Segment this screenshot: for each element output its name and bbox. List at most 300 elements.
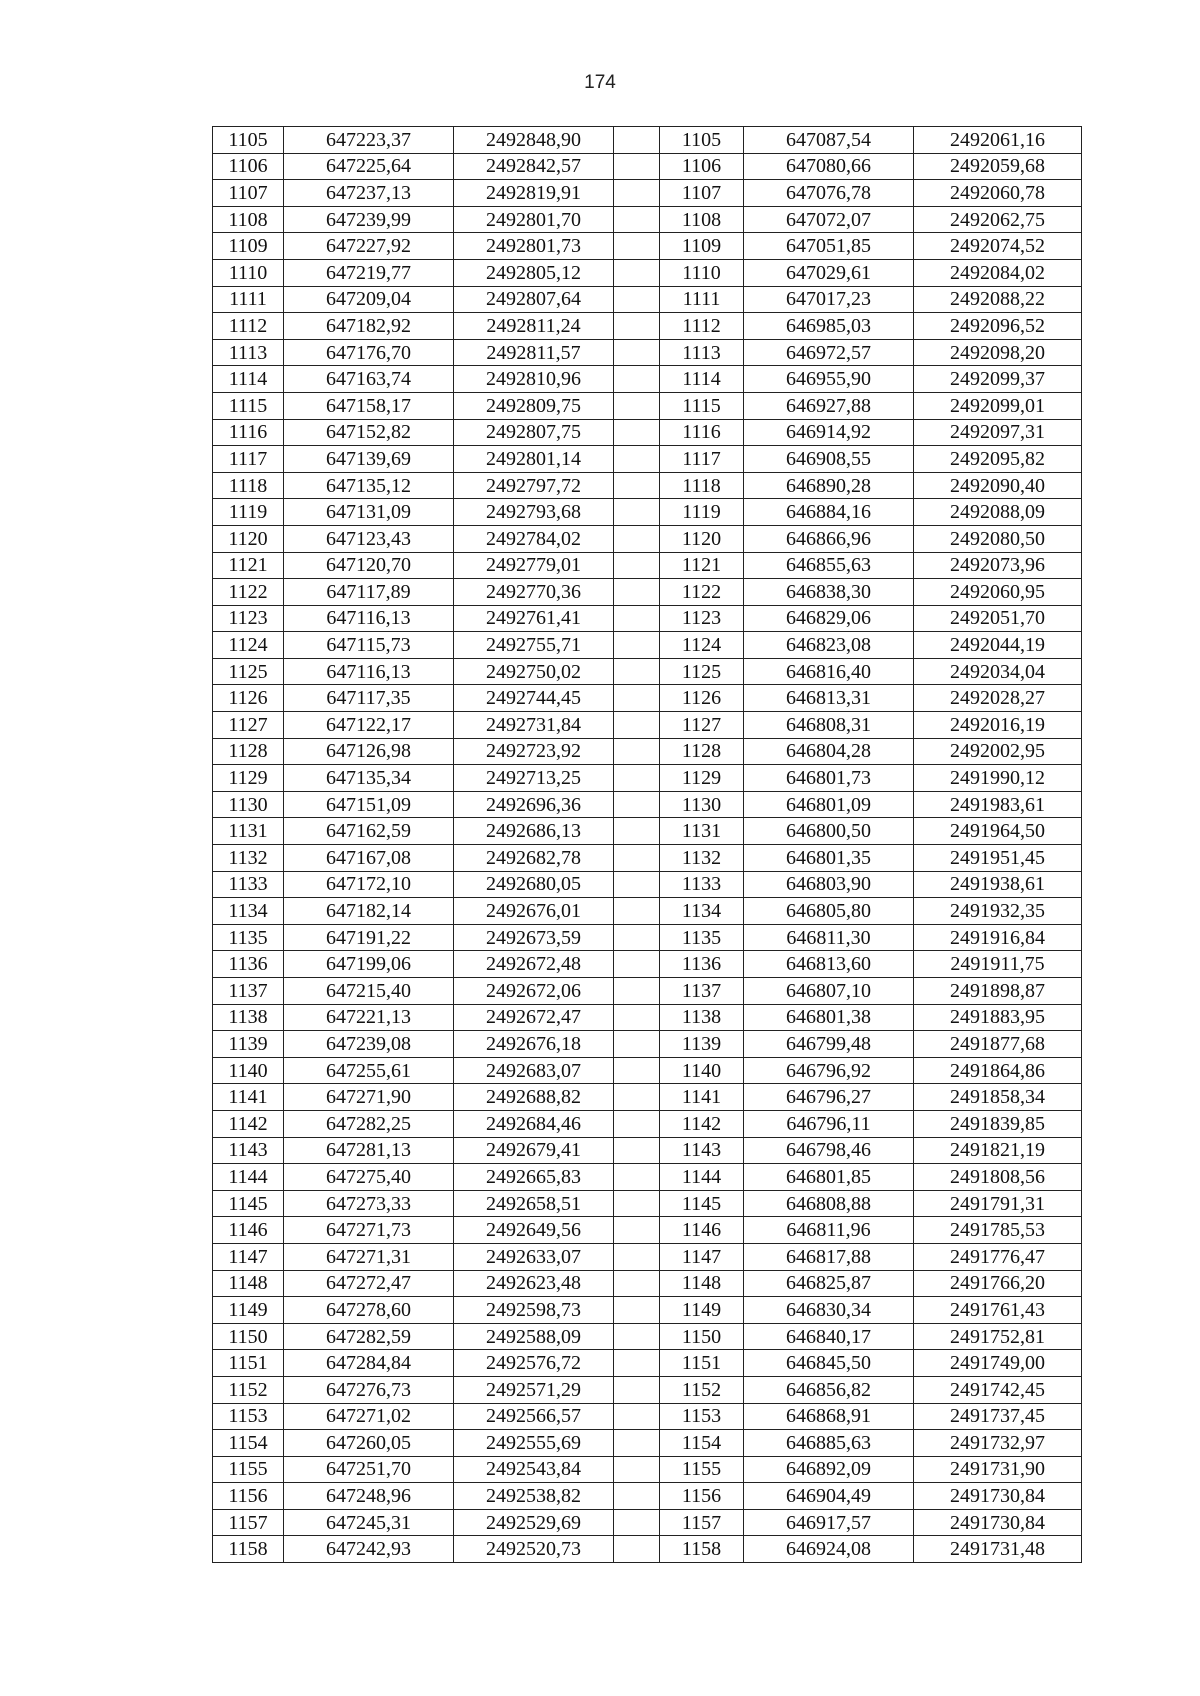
point-number-right: 1145 bbox=[660, 1190, 744, 1217]
y-coordinate-right: 2492088,09 bbox=[914, 499, 1082, 526]
y-coordinate-right: 2491898,87 bbox=[914, 978, 1082, 1005]
y-coordinate-right: 2492002,95 bbox=[914, 738, 1082, 765]
y-coordinate-left: 2492688,82 bbox=[454, 1084, 614, 1111]
x-coordinate-left: 647151,09 bbox=[284, 791, 454, 818]
empty-separator-cell bbox=[614, 1376, 660, 1403]
y-coordinate-left: 2492819,91 bbox=[454, 180, 614, 207]
point-number-left: 1125 bbox=[213, 658, 284, 685]
x-coordinate-right: 646807,10 bbox=[744, 978, 914, 1005]
point-number-right: 1126 bbox=[660, 685, 744, 712]
point-number-right: 1143 bbox=[660, 1137, 744, 1164]
x-coordinate-right: 646813,60 bbox=[744, 951, 914, 978]
y-coordinate-left: 2492731,84 bbox=[454, 712, 614, 739]
y-coordinate-left: 2492755,71 bbox=[454, 632, 614, 659]
y-coordinate-right: 2491808,56 bbox=[914, 1164, 1082, 1191]
table-row bbox=[213, 738, 1082, 765]
empty-separator-cell bbox=[614, 845, 660, 872]
empty-separator-cell bbox=[614, 1323, 660, 1350]
y-coordinate-right: 2491730,84 bbox=[914, 1483, 1082, 1510]
point-number-right: 1139 bbox=[660, 1031, 744, 1058]
x-coordinate-right: 646817,88 bbox=[744, 1243, 914, 1270]
x-coordinate-left: 647237,13 bbox=[284, 180, 454, 207]
point-number-left: 1118 bbox=[213, 472, 284, 499]
x-coordinate-right: 646825,87 bbox=[744, 1270, 914, 1297]
point-number-left: 1145 bbox=[213, 1190, 284, 1217]
y-coordinate-right: 2492098,20 bbox=[914, 339, 1082, 366]
x-coordinate-left: 647116,13 bbox=[284, 605, 454, 632]
point-number-left: 1108 bbox=[213, 206, 284, 233]
table-row bbox=[213, 1483, 1082, 1510]
point-number-right: 1113 bbox=[660, 339, 744, 366]
x-coordinate-left: 647120,70 bbox=[284, 552, 454, 579]
point-number-right: 1140 bbox=[660, 1057, 744, 1084]
empty-separator-cell bbox=[614, 1270, 660, 1297]
empty-separator-cell bbox=[614, 738, 660, 765]
y-coordinate-right: 2491864,86 bbox=[914, 1057, 1082, 1084]
y-coordinate-right: 2491916,84 bbox=[914, 924, 1082, 951]
y-coordinate-left: 2492744,45 bbox=[454, 685, 614, 712]
point-number-right: 1121 bbox=[660, 552, 744, 579]
empty-separator-cell bbox=[614, 605, 660, 632]
point-number-left: 1124 bbox=[213, 632, 284, 659]
x-coordinate-right: 646796,11 bbox=[744, 1110, 914, 1137]
y-coordinate-right: 2491911,75 bbox=[914, 951, 1082, 978]
x-coordinate-left: 647182,92 bbox=[284, 313, 454, 340]
x-coordinate-right: 647080,66 bbox=[744, 153, 914, 180]
empty-separator-cell bbox=[614, 818, 660, 845]
point-number-left: 1107 bbox=[213, 180, 284, 207]
x-coordinate-right: 646845,50 bbox=[744, 1350, 914, 1377]
y-coordinate-right: 2491730,84 bbox=[914, 1509, 1082, 1536]
y-coordinate-right: 2491731,90 bbox=[914, 1456, 1082, 1483]
y-coordinate-right: 2491877,68 bbox=[914, 1031, 1082, 1058]
empty-separator-cell bbox=[614, 1110, 660, 1137]
y-coordinate-left: 2492658,51 bbox=[454, 1190, 614, 1217]
point-number-left: 1137 bbox=[213, 978, 284, 1005]
point-number-left: 1117 bbox=[213, 446, 284, 473]
y-coordinate-left: 2492679,41 bbox=[454, 1137, 614, 1164]
x-coordinate-left: 647271,73 bbox=[284, 1217, 454, 1244]
x-coordinate-right: 646799,48 bbox=[744, 1031, 914, 1058]
table-row bbox=[213, 1137, 1082, 1164]
empty-separator-cell bbox=[614, 419, 660, 446]
y-coordinate-right: 2492028,27 bbox=[914, 685, 1082, 712]
empty-separator-cell bbox=[614, 658, 660, 685]
point-number-left: 1147 bbox=[213, 1243, 284, 1270]
empty-separator-cell bbox=[614, 1137, 660, 1164]
point-number-left: 1151 bbox=[213, 1350, 284, 1377]
x-coordinate-right: 646830,34 bbox=[744, 1297, 914, 1324]
y-coordinate-right: 2491752,81 bbox=[914, 1323, 1082, 1350]
table-row bbox=[213, 924, 1082, 951]
point-number-left: 1142 bbox=[213, 1110, 284, 1137]
x-coordinate-left: 647227,92 bbox=[284, 233, 454, 260]
y-coordinate-right: 2492074,52 bbox=[914, 233, 1082, 260]
y-coordinate-left: 2492623,48 bbox=[454, 1270, 614, 1297]
point-number-right: 1115 bbox=[660, 392, 744, 419]
table-row bbox=[213, 978, 1082, 1005]
empty-separator-cell bbox=[614, 286, 660, 313]
point-number-left: 1131 bbox=[213, 818, 284, 845]
point-number-left: 1153 bbox=[213, 1403, 284, 1430]
point-number-left: 1140 bbox=[213, 1057, 284, 1084]
point-number-left: 1123 bbox=[213, 605, 284, 632]
point-number-left: 1152 bbox=[213, 1376, 284, 1403]
y-coordinate-right: 2491742,45 bbox=[914, 1376, 1082, 1403]
point-number-right: 1153 bbox=[660, 1403, 744, 1430]
point-number-right: 1146 bbox=[660, 1217, 744, 1244]
table-row bbox=[213, 339, 1082, 366]
y-coordinate-right: 2491766,20 bbox=[914, 1270, 1082, 1297]
empty-separator-cell bbox=[614, 1243, 660, 1270]
empty-separator-cell bbox=[614, 579, 660, 606]
table-row bbox=[213, 632, 1082, 659]
table-row bbox=[213, 818, 1082, 845]
empty-separator-cell bbox=[614, 339, 660, 366]
point-number-left: 1128 bbox=[213, 738, 284, 765]
empty-separator-cell bbox=[614, 1456, 660, 1483]
x-coordinate-right: 646955,90 bbox=[744, 366, 914, 393]
point-number-right: 1130 bbox=[660, 791, 744, 818]
point-number-right: 1120 bbox=[660, 525, 744, 552]
y-coordinate-left: 2492686,13 bbox=[454, 818, 614, 845]
empty-separator-cell bbox=[614, 685, 660, 712]
table-row bbox=[213, 1456, 1082, 1483]
point-number-right: 1132 bbox=[660, 845, 744, 872]
y-coordinate-left: 2492543,84 bbox=[454, 1456, 614, 1483]
x-coordinate-left: 647191,22 bbox=[284, 924, 454, 951]
point-number-right: 1107 bbox=[660, 180, 744, 207]
y-coordinate-left: 2492696,36 bbox=[454, 791, 614, 818]
point-number-right: 1127 bbox=[660, 712, 744, 739]
point-number-left: 1146 bbox=[213, 1217, 284, 1244]
y-coordinate-left: 2492673,59 bbox=[454, 924, 614, 951]
x-coordinate-right: 647087,54 bbox=[744, 127, 914, 154]
empty-separator-cell bbox=[614, 712, 660, 739]
x-coordinate-right: 646890,28 bbox=[744, 472, 914, 499]
y-coordinate-left: 2492672,47 bbox=[454, 1004, 614, 1031]
table-row bbox=[213, 1376, 1082, 1403]
empty-separator-cell bbox=[614, 472, 660, 499]
x-coordinate-left: 647158,17 bbox=[284, 392, 454, 419]
point-number-right: 1142 bbox=[660, 1110, 744, 1137]
point-number-right: 1112 bbox=[660, 313, 744, 340]
table-row bbox=[213, 1323, 1082, 1350]
x-coordinate-left: 647139,69 bbox=[284, 446, 454, 473]
point-number-right: 1157 bbox=[660, 1509, 744, 1536]
point-number-left: 1139 bbox=[213, 1031, 284, 1058]
table-row bbox=[213, 951, 1082, 978]
x-coordinate-right: 646972,57 bbox=[744, 339, 914, 366]
point-number-left: 1155 bbox=[213, 1456, 284, 1483]
x-coordinate-left: 647167,08 bbox=[284, 845, 454, 872]
empty-separator-cell bbox=[614, 499, 660, 526]
x-coordinate-left: 647225,64 bbox=[284, 153, 454, 180]
table-row bbox=[213, 1350, 1082, 1377]
x-coordinate-right: 646801,35 bbox=[744, 845, 914, 872]
empty-separator-cell bbox=[614, 924, 660, 951]
point-number-right: 1150 bbox=[660, 1323, 744, 1350]
point-number-right: 1106 bbox=[660, 153, 744, 180]
table-row bbox=[213, 1536, 1082, 1563]
empty-separator-cell bbox=[614, 525, 660, 552]
table-row bbox=[213, 605, 1082, 632]
table-row bbox=[213, 392, 1082, 419]
y-coordinate-left: 2492723,92 bbox=[454, 738, 614, 765]
y-coordinate-right: 2492034,04 bbox=[914, 658, 1082, 685]
x-coordinate-left: 647276,73 bbox=[284, 1376, 454, 1403]
x-coordinate-right: 646885,63 bbox=[744, 1430, 914, 1457]
y-coordinate-left: 2492810,96 bbox=[454, 366, 614, 393]
x-coordinate-right: 646808,31 bbox=[744, 712, 914, 739]
x-coordinate-left: 647215,40 bbox=[284, 978, 454, 1005]
x-coordinate-left: 647239,08 bbox=[284, 1031, 454, 1058]
y-coordinate-left: 2492770,36 bbox=[454, 579, 614, 606]
y-coordinate-right: 2491791,31 bbox=[914, 1190, 1082, 1217]
x-coordinate-right: 647051,85 bbox=[744, 233, 914, 260]
page-number: 174 bbox=[584, 72, 616, 93]
empty-separator-cell bbox=[614, 1004, 660, 1031]
x-coordinate-left: 647239,99 bbox=[284, 206, 454, 233]
point-number-right: 1125 bbox=[660, 658, 744, 685]
table-row bbox=[213, 1243, 1082, 1270]
x-coordinate-right: 646808,88 bbox=[744, 1190, 914, 1217]
point-number-left: 1116 bbox=[213, 419, 284, 446]
y-coordinate-left: 2492676,01 bbox=[454, 898, 614, 925]
x-coordinate-left: 647116,13 bbox=[284, 658, 454, 685]
point-number-right: 1110 bbox=[660, 259, 744, 286]
y-coordinate-left: 2492672,48 bbox=[454, 951, 614, 978]
point-number-right: 1155 bbox=[660, 1456, 744, 1483]
x-coordinate-left: 647117,35 bbox=[284, 685, 454, 712]
empty-separator-cell bbox=[614, 153, 660, 180]
y-coordinate-right: 2491737,45 bbox=[914, 1403, 1082, 1430]
x-coordinate-right: 647076,78 bbox=[744, 180, 914, 207]
empty-separator-cell bbox=[614, 1297, 660, 1324]
empty-separator-cell bbox=[614, 127, 660, 154]
y-coordinate-right: 2491883,95 bbox=[914, 1004, 1082, 1031]
y-coordinate-right: 2492051,70 bbox=[914, 605, 1082, 632]
x-coordinate-right: 646927,88 bbox=[744, 392, 914, 419]
y-coordinate-right: 2492061,16 bbox=[914, 127, 1082, 154]
point-number-left: 1106 bbox=[213, 153, 284, 180]
y-coordinate-left: 2492682,78 bbox=[454, 845, 614, 872]
x-coordinate-right: 646868,91 bbox=[744, 1403, 914, 1430]
point-number-left: 1149 bbox=[213, 1297, 284, 1324]
point-number-right: 1137 bbox=[660, 978, 744, 1005]
empty-separator-cell bbox=[614, 871, 660, 898]
x-coordinate-left: 647131,09 bbox=[284, 499, 454, 526]
point-number-left: 1156 bbox=[213, 1483, 284, 1510]
x-coordinate-left: 647162,59 bbox=[284, 818, 454, 845]
empty-separator-cell bbox=[614, 1350, 660, 1377]
point-number-left: 1143 bbox=[213, 1137, 284, 1164]
x-coordinate-right: 646816,40 bbox=[744, 658, 914, 685]
table-row bbox=[213, 366, 1082, 393]
y-coordinate-left: 2492848,90 bbox=[454, 127, 614, 154]
point-number-right: 1156 bbox=[660, 1483, 744, 1510]
y-coordinate-left: 2492633,07 bbox=[454, 1243, 614, 1270]
y-coordinate-left: 2492576,72 bbox=[454, 1350, 614, 1377]
point-number-left: 1132 bbox=[213, 845, 284, 872]
empty-separator-cell bbox=[614, 1217, 660, 1244]
x-coordinate-left: 647199,06 bbox=[284, 951, 454, 978]
x-coordinate-left: 647223,37 bbox=[284, 127, 454, 154]
point-number-right: 1133 bbox=[660, 871, 744, 898]
x-coordinate-right: 646855,63 bbox=[744, 552, 914, 579]
x-coordinate-right: 646838,30 bbox=[744, 579, 914, 606]
point-number-left: 1130 bbox=[213, 791, 284, 818]
point-number-right: 1129 bbox=[660, 765, 744, 792]
point-number-left: 1109 bbox=[213, 233, 284, 260]
table-row bbox=[213, 1164, 1082, 1191]
x-coordinate-right: 647029,61 bbox=[744, 259, 914, 286]
table-row bbox=[213, 712, 1082, 739]
y-coordinate-right: 2491761,43 bbox=[914, 1297, 1082, 1324]
table-row bbox=[213, 1004, 1082, 1031]
table-row bbox=[213, 898, 1082, 925]
empty-separator-cell bbox=[614, 1164, 660, 1191]
x-coordinate-left: 647115,73 bbox=[284, 632, 454, 659]
x-coordinate-left: 647242,93 bbox=[284, 1536, 454, 1563]
table-row bbox=[213, 127, 1082, 154]
y-coordinate-left: 2492784,02 bbox=[454, 525, 614, 552]
y-coordinate-right: 2492084,02 bbox=[914, 259, 1082, 286]
empty-separator-cell bbox=[614, 1403, 660, 1430]
x-coordinate-left: 647126,98 bbox=[284, 738, 454, 765]
empty-separator-cell bbox=[614, 1509, 660, 1536]
y-coordinate-right: 2492096,52 bbox=[914, 313, 1082, 340]
coordinates-table bbox=[212, 126, 1082, 1563]
table-row bbox=[213, 685, 1082, 712]
y-coordinate-left: 2492529,69 bbox=[454, 1509, 614, 1536]
point-number-right: 1119 bbox=[660, 499, 744, 526]
table-row bbox=[213, 1190, 1082, 1217]
point-number-right: 1117 bbox=[660, 446, 744, 473]
y-coordinate-right: 2491785,53 bbox=[914, 1217, 1082, 1244]
empty-separator-cell bbox=[614, 366, 660, 393]
y-coordinate-right: 2492060,78 bbox=[914, 180, 1082, 207]
y-coordinate-left: 2492761,41 bbox=[454, 605, 614, 632]
empty-separator-cell bbox=[614, 392, 660, 419]
y-coordinate-right: 2492090,40 bbox=[914, 472, 1082, 499]
y-coordinate-left: 2492680,05 bbox=[454, 871, 614, 898]
point-number-right: 1149 bbox=[660, 1297, 744, 1324]
x-coordinate-left: 647172,10 bbox=[284, 871, 454, 898]
x-coordinate-left: 647281,13 bbox=[284, 1137, 454, 1164]
y-coordinate-right: 2491964,50 bbox=[914, 818, 1082, 845]
y-coordinate-right: 2491932,35 bbox=[914, 898, 1082, 925]
table-row bbox=[213, 419, 1082, 446]
table-row bbox=[213, 552, 1082, 579]
x-coordinate-left: 647273,33 bbox=[284, 1190, 454, 1217]
y-coordinate-right: 2491731,48 bbox=[914, 1536, 1082, 1563]
y-coordinate-left: 2492555,69 bbox=[454, 1430, 614, 1457]
point-number-left: 1110 bbox=[213, 259, 284, 286]
y-coordinate-left: 2492805,12 bbox=[454, 259, 614, 286]
y-coordinate-right: 2491749,00 bbox=[914, 1350, 1082, 1377]
empty-separator-cell bbox=[614, 632, 660, 659]
y-coordinate-left: 2492571,29 bbox=[454, 1376, 614, 1403]
table-row bbox=[213, 525, 1082, 552]
y-coordinate-left: 2492801,73 bbox=[454, 233, 614, 260]
y-coordinate-right: 2492044,19 bbox=[914, 632, 1082, 659]
point-number-right: 1109 bbox=[660, 233, 744, 260]
x-coordinate-left: 647284,84 bbox=[284, 1350, 454, 1377]
point-number-left: 1133 bbox=[213, 871, 284, 898]
x-coordinate-right: 646801,09 bbox=[744, 791, 914, 818]
point-number-right: 1116 bbox=[660, 419, 744, 446]
point-number-left: 1115 bbox=[213, 392, 284, 419]
x-coordinate-right: 646801,73 bbox=[744, 765, 914, 792]
point-number-right: 1148 bbox=[660, 1270, 744, 1297]
table-row bbox=[213, 1057, 1082, 1084]
point-number-left: 1134 bbox=[213, 898, 284, 925]
x-coordinate-right: 646796,27 bbox=[744, 1084, 914, 1111]
point-number-right: 1111 bbox=[660, 286, 744, 313]
x-coordinate-right: 646801,85 bbox=[744, 1164, 914, 1191]
y-coordinate-left: 2492683,07 bbox=[454, 1057, 614, 1084]
table-row bbox=[213, 845, 1082, 872]
y-coordinate-left: 2492538,82 bbox=[454, 1483, 614, 1510]
y-coordinate-left: 2492750,02 bbox=[454, 658, 614, 685]
point-number-left: 1113 bbox=[213, 339, 284, 366]
empty-separator-cell bbox=[614, 446, 660, 473]
empty-separator-cell bbox=[614, 233, 660, 260]
empty-separator-cell bbox=[614, 978, 660, 1005]
x-coordinate-right: 646811,96 bbox=[744, 1217, 914, 1244]
table-row bbox=[213, 206, 1082, 233]
y-coordinate-left: 2492566,57 bbox=[454, 1403, 614, 1430]
point-number-left: 1105 bbox=[213, 127, 284, 154]
table-row bbox=[213, 1110, 1082, 1137]
x-coordinate-right: 646813,31 bbox=[744, 685, 914, 712]
x-coordinate-left: 647135,12 bbox=[284, 472, 454, 499]
table-row bbox=[213, 1031, 1082, 1058]
x-coordinate-right: 646796,92 bbox=[744, 1057, 914, 1084]
y-coordinate-left: 2492598,73 bbox=[454, 1297, 614, 1324]
empty-separator-cell bbox=[614, 1084, 660, 1111]
empty-separator-cell bbox=[614, 1430, 660, 1457]
x-coordinate-left: 647152,82 bbox=[284, 419, 454, 446]
y-coordinate-left: 2492811,24 bbox=[454, 313, 614, 340]
point-number-left: 1126 bbox=[213, 685, 284, 712]
x-coordinate-right: 646904,49 bbox=[744, 1483, 914, 1510]
y-coordinate-right: 2492080,50 bbox=[914, 525, 1082, 552]
point-number-right: 1152 bbox=[660, 1376, 744, 1403]
x-coordinate-left: 647272,47 bbox=[284, 1270, 454, 1297]
x-coordinate-left: 647251,70 bbox=[284, 1456, 454, 1483]
empty-separator-cell bbox=[614, 180, 660, 207]
point-number-left: 1148 bbox=[213, 1270, 284, 1297]
point-number-right: 1128 bbox=[660, 738, 744, 765]
x-coordinate-left: 647248,96 bbox=[284, 1483, 454, 1510]
y-coordinate-left: 2492520,73 bbox=[454, 1536, 614, 1563]
y-coordinate-right: 2492097,31 bbox=[914, 419, 1082, 446]
x-coordinate-right: 646801,38 bbox=[744, 1004, 914, 1031]
x-coordinate-right: 646924,08 bbox=[744, 1536, 914, 1563]
x-coordinate-right: 646985,03 bbox=[744, 313, 914, 340]
point-number-left: 1120 bbox=[213, 525, 284, 552]
point-number-left: 1121 bbox=[213, 552, 284, 579]
y-coordinate-right: 2491983,61 bbox=[914, 791, 1082, 818]
x-coordinate-right: 646811,30 bbox=[744, 924, 914, 951]
y-coordinate-right: 2491821,19 bbox=[914, 1137, 1082, 1164]
x-coordinate-left: 647123,43 bbox=[284, 525, 454, 552]
y-coordinate-right: 2491990,12 bbox=[914, 765, 1082, 792]
table-row bbox=[213, 313, 1082, 340]
x-coordinate-left: 647221,13 bbox=[284, 1004, 454, 1031]
